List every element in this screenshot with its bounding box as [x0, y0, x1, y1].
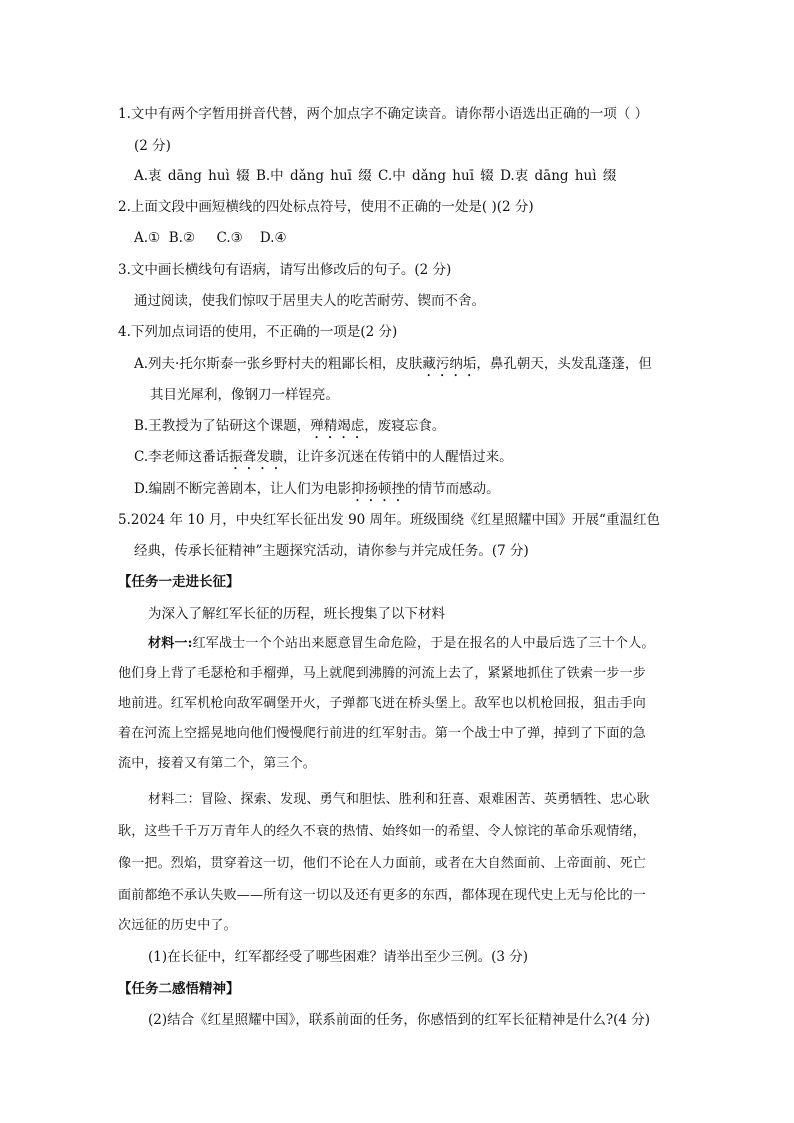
- q3-sentence: 通过阅读，使我们惊叹于居里夫人的吃苦耐劳、锲而不舍。: [134, 293, 485, 309]
- q4-a-text-post: ，鼻孔朝天，头发乱蓬蓬，但: [476, 356, 652, 372]
- q2-options: A.① B.② C.③ D.④: [134, 230, 287, 246]
- q4-option-b: [134, 416, 445, 442]
- material-2-line-1: 材料二：冒险、探索、发现、勇气和胆怯、胜利和狂喜、艰难困苦、英勇牺牲、忠心耿: [148, 792, 650, 807]
- q4-a-dotted-word: 藏污纳垢: [422, 356, 477, 372]
- q4-option-c: [134, 447, 513, 473]
- q4-d-text-pre: D.编剧不断完善剧本，让人们为电影: [134, 481, 352, 497]
- q4-option-a: [134, 354, 652, 380]
- q5-line-2: 经典，传承长征精神”主题探究活动，请你参与并完成任务。(7 分): [134, 543, 529, 559]
- q5-line-1: 5.2024 年 10 月，中央红军长征出发 90 周年。班级围绕《红星照耀中国》开展“重温红色: [118, 512, 660, 528]
- q1-score: (2 分): [134, 138, 171, 154]
- material-1-line-3: 地前进。红军机枪向敌军碉堡开火，子弹都飞迸在桥头堡上。敌军也以机枪回报，狙击手向: [118, 696, 647, 711]
- q4-d-text-post: 的情节而感动。: [405, 481, 500, 497]
- task1-intro: 为深入了解红军长征的历程，班长搜集了以下材料: [148, 606, 445, 622]
- q4-option-d: [134, 479, 500, 505]
- task1-question: (1)在长征中，红军都经受了哪些困难？请举出至少三例。(3 分): [148, 949, 529, 965]
- q1-stem: 1.文中有两个字暂用拼音代替，两个加点字不确定读音。请你帮小语选出正确的一项（ ）: [118, 106, 649, 122]
- q4-b-text-post: ，废寝忘食。: [364, 418, 446, 434]
- material-1-line-1: [148, 634, 655, 654]
- q4-stem: 4.下列加点词语的使用，不正确的一项是(2 分): [118, 324, 398, 340]
- q1-options: A.衷 dāng huì 辍 B.中 dǎng huī 缀 C.中 dǎng huī 辍 D.衷 dāng huì 缀: [134, 168, 617, 184]
- q4-a-text-pre: A.列夫·托尔斯泰一张乡野村夫的粗鄙长相，皮肤: [134, 356, 423, 372]
- q4-d-dotted-word: 抑扬顿挫: [351, 481, 406, 497]
- q3-stem: 3.文中画长横线句有语病，请写出修改后的句子。(2 分): [118, 262, 452, 278]
- material-2-line-2: 耿，这些千千万万青年人的经久不衰的热情、始终如一的希望、令人惊诧的革命乐观情绪，: [118, 824, 647, 839]
- material-1-text-1: 红军战士一个个站出来愿意冒生命危险，于是在报名的人中最后选了三十个人。: [192, 636, 655, 651]
- material-1-line-4: 着在河流上空摇晃地向他们慢慢爬行前进的红军射击。第一个战士中了弹，掉到了下面的急: [118, 726, 647, 741]
- material-1-line-5: 流中，接着又有第二个，第三个。: [118, 756, 317, 771]
- material-2-line-3: 像一把。烈焰，贯穿着这一切，他们不论在人力面前，或者在大自然面前、上帝面前、死亡: [118, 856, 647, 871]
- task1-title: 【任务一走进长征】: [118, 574, 240, 590]
- q4-c-text-pre: C.李老师这番话: [134, 449, 230, 465]
- material-1-label: 材料一:: [148, 636, 193, 651]
- q4-c-text-post: ，让许多沉迷在传销中的人醒悟过来。: [283, 449, 513, 465]
- q2-stem: 2.上面文段中画短横线的四处标点符号，使用不正确的一处是( )(2 分): [118, 199, 534, 215]
- q4-option-a-continued: 其目光犀利，像钢刀一样锃亮。: [150, 387, 339, 403]
- material-1-line-2: 他们身上背了毛瑟枪和手榴弹，马上就爬到沸腾的河流上去了，紧紧地抓住了铁索一步一步: [118, 666, 647, 681]
- q4-b-text-pre: B.王教授为了钻研这个课题，: [134, 418, 311, 434]
- q4-b-dotted-word: 殚精竭虑: [310, 418, 365, 434]
- task2-question: (2)结合《红星照耀中国》，联系前面的任务，你感悟到的红军长征精神是什么?(4 分): [148, 1012, 651, 1028]
- task2-title: 【任务二感悟精神】: [118, 981, 240, 997]
- material-2-line-5: 次远征的历史中了。: [118, 918, 237, 933]
- material-2-line-4: 面前都绝不承认失败——所有这一切以及还有更多的东西，都体现在现代史上无与伦比的一: [118, 888, 647, 903]
- q4-c-dotted-word: 振聋发聩: [229, 449, 284, 465]
